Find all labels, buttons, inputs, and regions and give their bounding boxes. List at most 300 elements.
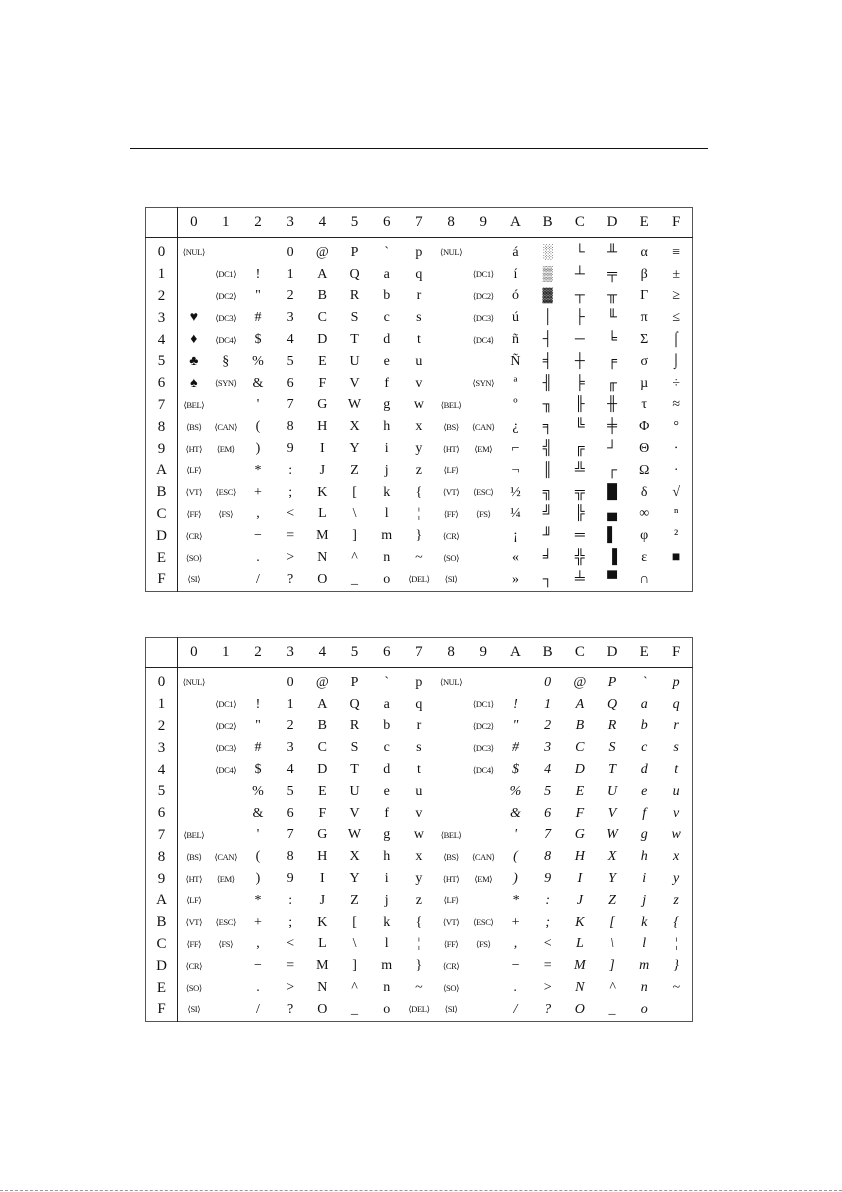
char-cell: 3 [544, 740, 552, 756]
char-cell: τ [641, 397, 648, 413]
char-cell: Ñ [510, 353, 521, 369]
column-header: E [628, 208, 660, 238]
char-cell: » [511, 571, 519, 587]
table-row [146, 803, 693, 825]
table-row [146, 737, 693, 759]
table-row [146, 934, 693, 956]
char-cell [467, 803, 499, 825]
char-cell: _ [608, 1001, 616, 1017]
char-cell: g [383, 827, 391, 843]
char-cell: i [642, 871, 647, 887]
char-cell: ⟨NUL⟩ [440, 677, 463, 688]
char-cell: ⟨SO⟩ [185, 982, 202, 993]
char-cell: / [513, 1001, 518, 1017]
char-cell: ⟨DC4⟩ [215, 334, 237, 345]
char-cell: ] [352, 528, 357, 544]
row-header: A [146, 460, 178, 482]
char-cell: M [316, 958, 329, 974]
char-cell: P [350, 674, 359, 690]
table-row [146, 307, 693, 329]
row-header: F [146, 999, 178, 1021]
char-cell: ¡ [513, 528, 518, 544]
char-cell: H [317, 419, 328, 435]
column-header: 7 [403, 208, 435, 238]
char-cell: J [319, 892, 326, 908]
char-cell: ⟨VT⟩ [442, 487, 460, 498]
char-cell: ░ [542, 244, 553, 260]
char-cell: ~ [415, 980, 423, 996]
char-cell: O [317, 571, 328, 587]
char-cell: ⟨ESC⟩ [473, 917, 494, 928]
char-cell: ⟨DC3⟩ [472, 312, 494, 323]
char-cell: ⟨FF⟩ [186, 508, 202, 519]
char-cell: 4 [286, 762, 294, 778]
char-cell: 7 [286, 397, 294, 413]
char-cell: ⟨BS⟩ [186, 851, 202, 862]
char-cell: ? [287, 571, 294, 587]
char-cell: & [252, 375, 264, 391]
char-cell: ╣ [542, 441, 553, 457]
char-cell: w [413, 827, 424, 843]
char-cell: U [349, 783, 360, 799]
char-cell: ; [288, 914, 293, 930]
char-cell: N [575, 980, 585, 996]
char-cell [435, 307, 467, 329]
char-cell: n [383, 550, 391, 566]
char-cell: ╠ [574, 506, 585, 522]
char-cell: ╒ [607, 353, 617, 369]
char-cell [467, 351, 499, 373]
char-cell: 8 [286, 849, 294, 865]
column-header: 4 [306, 208, 338, 238]
char-cell: ⟨DC2⟩ [472, 720, 494, 731]
char-cell: ╤ [607, 266, 617, 282]
char-cell [467, 547, 499, 569]
char-cell: ⟨LF⟩ [186, 465, 202, 476]
char-cell: c [383, 310, 390, 326]
char-cell: ? [287, 1001, 294, 1017]
char-cell: ⟨EM⟩ [216, 443, 235, 454]
char-cell: ┤ [542, 332, 553, 348]
char-cell [660, 569, 692, 591]
char-cell: ⟨CR⟩ [185, 960, 203, 971]
character-table-2 [145, 637, 693, 1022]
char-cell: ª [513, 375, 518, 391]
char-cell: ⟨EM⟩ [216, 873, 235, 884]
char-cell: ╥ [607, 288, 617, 304]
char-cell: I [577, 871, 583, 887]
char-cell: t [416, 332, 421, 348]
char-cell [467, 999, 499, 1021]
char-cell: ⟨HT⟩ [442, 873, 460, 884]
char-cell: P [607, 674, 617, 690]
char-cell: ¿ [512, 419, 519, 435]
char-cell: │ [542, 310, 553, 326]
table-row [146, 569, 693, 591]
char-cell: 4 [286, 332, 294, 348]
char-cell: [ [609, 914, 615, 930]
char-cell: u [415, 783, 423, 799]
char-cell: ; [288, 484, 293, 500]
char-cell: Σ [640, 332, 649, 348]
char-cell: Q [349, 266, 360, 282]
char-cell: α [640, 244, 648, 260]
char-cell: ( [255, 849, 261, 865]
char-cell: : [288, 892, 293, 908]
char-cell: ` [384, 244, 390, 260]
char-cell [210, 803, 242, 825]
char-cell: P [350, 244, 359, 260]
char-cell: ⟨NUL⟩ [182, 247, 205, 258]
row-header: F [146, 569, 178, 591]
char-cell: = [542, 958, 553, 974]
char-cell: h [383, 849, 391, 865]
char-cell: ⟨DC4⟩ [472, 764, 494, 775]
char-cell: ╦ [574, 484, 585, 500]
char-cell [210, 238, 242, 264]
column-header: 1 [210, 638, 242, 668]
char-cell: x [415, 849, 423, 865]
char-cell: ⟨HT⟩ [185, 443, 203, 454]
char-cell [178, 781, 210, 803]
char-cell: ⟨DC4⟩ [215, 764, 237, 775]
char-cell: ⟨HT⟩ [185, 873, 203, 884]
char-cell: " [512, 718, 519, 734]
char-cell: C [317, 740, 328, 756]
char-cell [467, 890, 499, 912]
char-cell: X [349, 849, 360, 865]
char-cell: ≥ [672, 288, 680, 304]
char-cell: 9 [286, 441, 294, 457]
char-cell: Z [350, 892, 359, 908]
char-cell: e [383, 353, 390, 369]
char-cell: f [642, 805, 647, 821]
char-cell [467, 525, 499, 547]
char-cell: S [350, 740, 359, 756]
char-cell [210, 825, 242, 847]
char-cell: Z [608, 892, 616, 908]
char-cell: ⟨DC2⟩ [472, 290, 494, 301]
column-header-row [146, 638, 693, 668]
char-cell: ┘ [607, 441, 617, 457]
char-cell: ⟨CAN⟩ [214, 851, 238, 862]
char-cell: ┼ [574, 353, 585, 369]
char-cell: R [349, 288, 360, 304]
char-cell [435, 264, 467, 286]
char-cell: 5 [286, 353, 294, 369]
char-cell: I [320, 871, 325, 887]
char-cell: − [254, 958, 262, 974]
char-cell: ⟨BEL⟩ [440, 829, 462, 840]
char-cell: á [512, 244, 519, 260]
char-cell: D [317, 332, 328, 348]
char-cell: 6 [286, 375, 294, 391]
char-cell: J [576, 892, 583, 908]
char-cell: ⟨BS⟩ [443, 851, 459, 862]
char-cell: < [286, 506, 295, 522]
char-cell: ⌠ [671, 332, 681, 348]
character-table-1 [145, 207, 693, 592]
row-header: 8 [146, 416, 178, 438]
char-cell: ▌ [607, 528, 617, 544]
char-cell: ▐ [607, 550, 617, 566]
table-row [146, 694, 693, 716]
char-cell: \ [610, 936, 614, 952]
char-cell: F [318, 375, 327, 391]
char-cell: ⟨DC1⟩ [215, 269, 237, 280]
char-cell: i [384, 441, 389, 457]
char-cell: 9 [286, 871, 294, 887]
table-row [146, 890, 693, 912]
char-cell: * [511, 892, 519, 908]
char-cell: a [383, 266, 390, 282]
char-cell: ⟨ESC⟩ [473, 487, 494, 498]
char-cell [178, 286, 210, 308]
char-cell: K [575, 914, 585, 930]
char-cell: ⟨LF⟩ [443, 465, 459, 476]
char-cell: ' [513, 827, 517, 843]
char-cell: ⟨LF⟩ [186, 895, 202, 906]
char-cell: t [674, 762, 679, 778]
char-cell: µ [640, 375, 649, 391]
corner-cell [146, 208, 178, 238]
char-cell: ⌡ [671, 353, 681, 369]
char-cell: ] [609, 958, 615, 974]
char-cell: ⟨SYN⟩ [472, 378, 495, 389]
char-cell: I [320, 441, 325, 457]
char-cell: ¬ [511, 462, 520, 478]
char-cell: < [286, 936, 295, 952]
char-cell: $ [511, 762, 519, 778]
char-cell [435, 759, 467, 781]
char-cell [210, 569, 242, 591]
char-cell: ╘ [607, 332, 617, 348]
char-cell: O [574, 1001, 585, 1017]
column-header: 9 [467, 638, 499, 668]
char-cell: ⟨DC3⟩ [215, 742, 237, 753]
char-cell: s [416, 310, 422, 326]
char-cell: G [317, 827, 328, 843]
char-cell: C [575, 740, 585, 756]
char-cell: j [384, 462, 389, 478]
char-cell: ╡ [542, 353, 553, 369]
char-cell: b [383, 718, 391, 734]
char-cell: > [286, 550, 295, 566]
char-cell: ⟨EM⟩ [474, 873, 493, 884]
char-cell: ╛ [542, 550, 553, 566]
char-cell: ' [256, 827, 260, 843]
char-cell: ┌ [607, 462, 617, 478]
char-cell: ├ [574, 310, 585, 326]
table-row [146, 395, 693, 417]
row-header: E [146, 977, 178, 999]
char-cell: ⟨VT⟩ [442, 917, 460, 928]
row-header: 4 [146, 329, 178, 351]
char-cell: ⟨NUL⟩ [440, 247, 463, 258]
char-cell [435, 781, 467, 803]
char-cell: ` [641, 674, 647, 690]
char-cell: ^ [351, 550, 358, 566]
char-cell: ^ [351, 980, 358, 996]
char-cell: ú [511, 310, 519, 326]
char-cell: 2 [286, 288, 294, 304]
char-cell [210, 460, 242, 482]
char-cell: ⟨SI⟩ [187, 574, 201, 585]
char-cell: ⁿ [673, 506, 679, 522]
table-row [146, 504, 693, 526]
row-header: 1 [146, 694, 178, 716]
row-header: 4 [146, 759, 178, 781]
char-cell: B [317, 288, 328, 304]
char-cell: & [510, 805, 521, 821]
char-cell: J [319, 462, 326, 478]
char-cell: V [349, 805, 360, 821]
char-cell [210, 547, 242, 569]
char-cell: ♥ [189, 310, 198, 326]
char-cell: < [542, 936, 553, 952]
table-row [146, 525, 693, 547]
char-cell: ) [255, 871, 261, 887]
char-cell: ▓ [542, 288, 553, 304]
char-cell: 2 [544, 718, 552, 734]
row-header: 5 [146, 351, 178, 373]
char-cell: { [673, 914, 679, 930]
char-cell [467, 395, 499, 417]
char-cell: & [252, 805, 264, 821]
char-cell: M [316, 528, 329, 544]
char-cell: ∞ [639, 506, 650, 522]
char-cell: m [381, 528, 393, 544]
char-cell: Q [349, 696, 360, 712]
char-cell [242, 238, 274, 264]
char-cell: a [640, 696, 648, 712]
char-cell: " [255, 718, 261, 734]
char-cell: φ [640, 528, 649, 544]
char-cell: l [384, 936, 389, 952]
char-cell [467, 977, 499, 999]
char-cell: k [641, 914, 648, 930]
char-cell: } [415, 958, 423, 974]
char-cell [210, 890, 242, 912]
char-cell: ♦ [190, 332, 198, 348]
char-cell: ╧ [574, 571, 585, 587]
row-header: 2 [146, 716, 178, 738]
char-cell: Ω [639, 462, 650, 478]
char-cell: ⟨DC1⟩ [472, 269, 494, 280]
char-cell: δ [640, 484, 648, 500]
char-cell: V [607, 805, 617, 821]
char-cell: v [673, 805, 680, 821]
table-row [146, 955, 693, 977]
char-cell: ╓ [607, 375, 617, 391]
char-cell: r [416, 718, 422, 734]
char-cell: F [575, 805, 585, 821]
column-header: F [660, 638, 692, 668]
char-cell [467, 668, 499, 694]
char-cell: ⟨DC3⟩ [472, 742, 494, 753]
char-cell: ⟨CAN⟩ [471, 851, 495, 862]
char-cell: K [317, 484, 328, 500]
char-cell: z [673, 892, 679, 908]
char-cell: B [575, 718, 585, 734]
char-cell: S [350, 310, 359, 326]
char-cell: m [639, 958, 650, 974]
char-cell: ╪ [607, 419, 617, 435]
char-cell: # [511, 740, 519, 756]
char-cell: ⟨HT⟩ [442, 443, 460, 454]
char-cell: { [415, 484, 423, 500]
row-header: A [146, 890, 178, 912]
char-cell: X [607, 849, 617, 865]
char-cell: ┴ [574, 266, 585, 282]
char-cell: w [413, 397, 424, 413]
char-cell: · [673, 462, 679, 478]
char-cell: @ [315, 674, 329, 690]
char-cell: W [347, 397, 362, 413]
char-cell: ; [545, 914, 550, 930]
char-cell [435, 373, 467, 395]
char-cell: ⟨FF⟩ [186, 938, 202, 949]
char-cell: ▀ [607, 571, 617, 587]
char-cell [435, 329, 467, 351]
char-cell: = [286, 958, 295, 974]
char-cell: N [317, 550, 328, 566]
char-cell: V [349, 375, 360, 391]
char-cell: ⟨VT⟩ [185, 917, 203, 928]
char-cell: ] [352, 958, 357, 974]
table-row [146, 329, 693, 351]
char-cell: ╬ [574, 550, 585, 566]
char-cell: O [317, 1001, 328, 1017]
column-header: 2 [242, 638, 274, 668]
char-cell: ╟ [574, 397, 585, 413]
char-cell: s [416, 740, 422, 756]
char-cell: K [317, 914, 328, 930]
row-header: C [146, 504, 178, 526]
column-header: 6 [371, 638, 403, 668]
char-cell: r [673, 718, 679, 734]
char-cell: R [607, 718, 617, 734]
table-row [146, 264, 693, 286]
char-cell: º [513, 397, 518, 413]
char-cell: $ [254, 332, 262, 348]
char-cell: H [574, 849, 585, 865]
char-cell: " [255, 288, 261, 304]
char-cell: > [542, 980, 553, 996]
char-cell: ~ [672, 980, 680, 996]
char-cell: « [511, 550, 519, 566]
char-cell: A [317, 696, 328, 712]
char-cell: ` [384, 674, 390, 690]
table-row [146, 416, 693, 438]
column-header: C [564, 208, 596, 238]
char-cell: E [318, 353, 327, 369]
char-cell: f [384, 805, 390, 821]
char-cell [210, 781, 242, 803]
char-cell: ╩ [574, 462, 585, 478]
char-cell: u [672, 783, 680, 799]
char-cell: π [640, 310, 648, 326]
char-cell: Φ [639, 419, 650, 435]
char-cell: + [510, 914, 521, 930]
char-cell: ) [513, 871, 518, 887]
char-cell: ⟨ESC⟩ [215, 917, 236, 928]
char-cell: 2 [286, 718, 294, 734]
char-cell: p [415, 244, 423, 260]
char-cell: e [383, 783, 390, 799]
char-cell: ╫ [607, 397, 617, 413]
char-cell: ÷ [672, 375, 680, 391]
